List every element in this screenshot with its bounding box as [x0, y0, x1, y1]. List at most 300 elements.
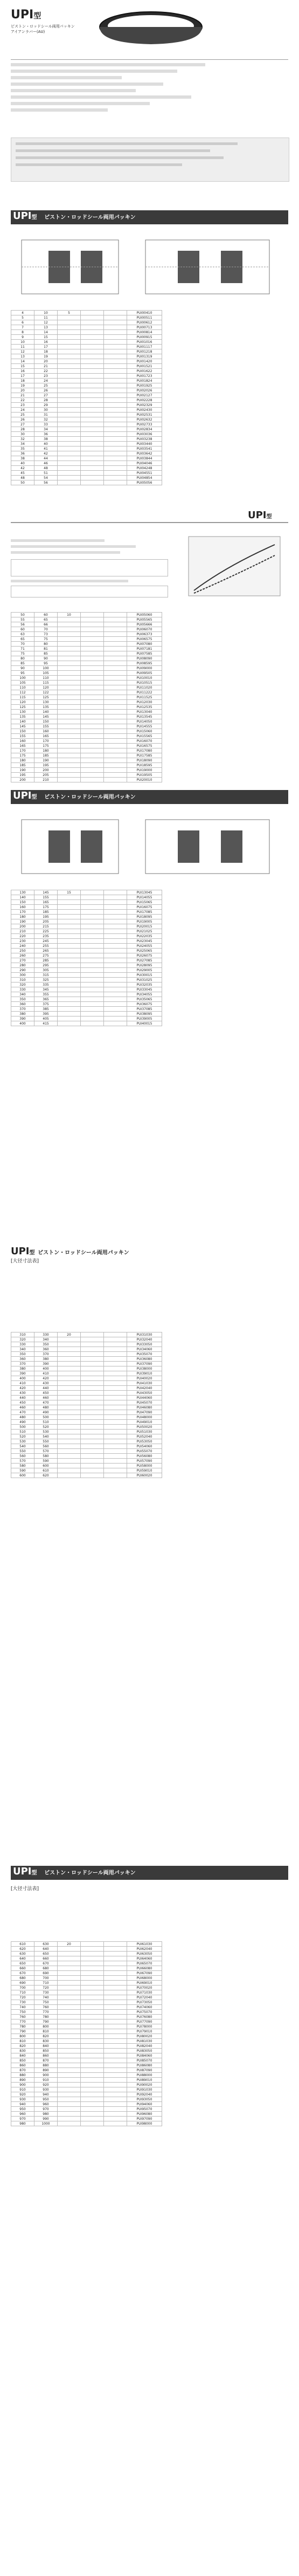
table-cell	[58, 642, 81, 647]
table-cell	[58, 2112, 81, 2117]
table-cell	[81, 910, 104, 915]
table-row	[11, 724, 162, 729]
table-cell	[58, 379, 81, 383]
table-cell: 210	[34, 778, 58, 782]
table-cell: 200	[11, 924, 34, 929]
table-cell	[104, 1990, 127, 1995]
table-cell: 140	[34, 710, 58, 715]
table-row	[11, 651, 162, 656]
table-cell: 4	[11, 311, 34, 315]
table-cell: PUI07585	[127, 651, 162, 656]
table-cell	[81, 2010, 104, 2015]
table-cell	[81, 939, 104, 944]
table-cell: 155	[34, 724, 58, 729]
table-cell: PUI56080	[127, 1454, 162, 1459]
table-cell: 23	[11, 403, 34, 408]
table-cell	[58, 949, 81, 953]
table-cell: 800	[34, 2024, 58, 2029]
table-cell: 720	[11, 1995, 34, 2000]
table-cell: PUI70020	[127, 1986, 162, 1990]
table-row	[11, 905, 162, 910]
table-cell	[58, 461, 81, 466]
table-cell: PUI17585	[127, 753, 162, 758]
table-cell	[104, 325, 127, 330]
table-cell: 630	[11, 1952, 34, 1956]
table-cell: 8	[11, 330, 34, 335]
table-cell: PUI13045	[127, 890, 162, 895]
table-cell: 180	[11, 758, 34, 763]
table-cell	[104, 1386, 127, 1391]
table-cell: 405	[34, 1016, 58, 1021]
table-cell	[81, 2121, 104, 2126]
table-cell	[58, 1449, 81, 1454]
table-cell: PUI05666	[127, 622, 162, 627]
table-cell	[81, 944, 104, 949]
table-cell: 700	[11, 1986, 34, 1990]
table-cell	[81, 398, 104, 403]
table-cell	[104, 466, 127, 471]
table-cell: PUI02531	[127, 413, 162, 417]
table-row	[11, 1952, 162, 1956]
table-cell	[81, 1966, 104, 1971]
table-cell: 930	[11, 2097, 34, 2102]
table-cell	[58, 2117, 81, 2121]
table-cell	[58, 1016, 81, 1021]
table-cell: PUI21025	[127, 929, 162, 934]
table-row	[11, 1961, 162, 1966]
table-cell: PUI15060	[127, 729, 162, 734]
table-cell: 720	[34, 1986, 58, 1990]
table-cell	[104, 666, 127, 671]
table-cell: 130	[11, 890, 34, 895]
table-row	[11, 632, 162, 637]
table-cell	[104, 939, 127, 944]
table-cell: PUI19005	[127, 919, 162, 924]
table-cell	[81, 983, 104, 987]
table-cell: PUI51030	[127, 1430, 162, 1434]
table-cell	[104, 661, 127, 666]
usage-notes	[11, 539, 167, 599]
table-row	[11, 349, 162, 354]
table-cell	[104, 1420, 127, 1425]
table-cell: PUI60020	[127, 1473, 162, 1478]
table-cell	[58, 1473, 81, 1478]
table-cell: PUI32035	[127, 983, 162, 987]
table-cell	[104, 1473, 127, 1478]
table-cell: 420	[34, 1376, 58, 1381]
table-row	[11, 671, 162, 676]
table-cell	[104, 632, 127, 637]
table-cell	[104, 1337, 127, 1342]
table-cell: 660	[11, 1966, 34, 1971]
table-cell: 115	[11, 695, 34, 700]
table-row	[11, 700, 162, 705]
table-cell	[58, 1347, 81, 1352]
table-cell: 550	[11, 1449, 34, 1454]
table-cell	[58, 661, 81, 666]
table-cell	[58, 2000, 81, 2005]
table-cell	[81, 949, 104, 953]
table-cell	[58, 2039, 81, 2044]
table-cell: PUI19000	[127, 768, 162, 773]
table-cell: PUI98000	[127, 2121, 162, 2126]
table-cell: 860	[11, 2063, 34, 2068]
table-cell: PUI02026	[127, 388, 162, 393]
table-cell: PUI03541	[127, 446, 162, 451]
table-cell: 820	[34, 2034, 58, 2039]
table-cell	[81, 364, 104, 369]
table-cell: 48	[11, 476, 34, 480]
table-row	[11, 987, 162, 992]
table-row	[11, 1473, 162, 1478]
table-cell	[104, 2034, 127, 2039]
table-row	[11, 768, 162, 773]
table-row	[11, 622, 162, 627]
table-cell: 165	[34, 734, 58, 739]
table-cell	[81, 915, 104, 919]
table-row	[11, 627, 162, 632]
table-cell: PUI01723	[127, 374, 162, 379]
table-row	[11, 734, 162, 739]
table-cell: 740	[11, 2005, 34, 2010]
table-cell	[81, 2019, 104, 2024]
table-row	[11, 456, 162, 461]
table-cell: 590	[11, 1468, 34, 1473]
table-cell	[58, 480, 81, 485]
table-cell	[81, 978, 104, 983]
table-cell: PUI08595	[127, 661, 162, 666]
table-cell: 940	[34, 2092, 58, 2097]
table-cell	[104, 915, 127, 919]
table-cell: PUI53050	[127, 1439, 162, 1444]
table-row	[11, 958, 162, 963]
table-cell: PUI26075	[127, 953, 162, 958]
table-cell	[104, 1976, 127, 1981]
table-cell	[81, 408, 104, 413]
table-row	[11, 427, 162, 432]
table-cell	[104, 949, 127, 953]
table-cell	[104, 1942, 127, 1947]
table-row	[11, 364, 162, 369]
table-cell	[104, 369, 127, 374]
table-cell: 325	[34, 978, 58, 983]
table-cell	[81, 642, 104, 647]
table-cell: 330	[34, 1332, 58, 1337]
table-cell: 24	[11, 408, 34, 413]
table-cell	[58, 1966, 81, 1971]
table-cell: 170	[11, 748, 34, 753]
table-cell	[58, 1468, 81, 1473]
table-cell	[104, 1371, 127, 1376]
table-cell	[58, 739, 81, 744]
table-cell	[81, 729, 104, 734]
table-cell: 33	[34, 422, 58, 427]
table-cell	[104, 2073, 127, 2078]
section-banner-2: UPI型	[248, 510, 272, 521]
table-cell: 50	[11, 480, 34, 485]
table-row	[11, 613, 162, 617]
table-cell: 960	[34, 2102, 58, 2107]
table-cell: PUI39010	[127, 1371, 162, 1376]
table-cell: 540	[34, 1434, 58, 1439]
table-cell	[81, 934, 104, 939]
table-row	[11, 666, 162, 671]
table-cell: 400	[11, 1376, 34, 1381]
table-cell: 85	[11, 661, 34, 666]
table-cell: 290	[11, 968, 34, 973]
table-cell: 700	[34, 1976, 58, 1981]
table-cell: 500	[11, 1425, 34, 1430]
table-row	[11, 2068, 162, 2073]
table-cell	[104, 427, 127, 432]
table-cell	[81, 748, 104, 753]
table-cell	[104, 1405, 127, 1410]
table-cell: 70	[34, 627, 58, 632]
table-cell	[58, 2019, 81, 2024]
table-cell: PUI11222	[127, 690, 162, 695]
table-cell	[104, 2102, 127, 2107]
table-cell: PUI63050	[127, 1952, 162, 1956]
table-cell	[104, 2078, 127, 2083]
table-cell: 350	[11, 997, 34, 1002]
table-cell: 26	[11, 417, 34, 422]
table-cell: 530	[34, 1430, 58, 1434]
table-cell	[58, 992, 81, 997]
table-cell	[104, 403, 127, 408]
table-cell: 340	[11, 992, 34, 997]
table-cell: 460	[11, 1405, 34, 1410]
table-row	[11, 1012, 162, 1016]
table-cell	[58, 2097, 81, 2102]
table-cell	[81, 2053, 104, 2058]
table-cell: 750	[34, 2000, 58, 2005]
table-cell: 16	[11, 369, 34, 374]
table-row	[11, 2019, 162, 2024]
table-cell: 345	[34, 987, 58, 992]
table-cell: 520	[34, 1425, 58, 1430]
table-cell: PUI72040	[127, 1995, 162, 2000]
table-cell: 122	[34, 690, 58, 695]
table-cell: 160	[11, 739, 34, 744]
table-cell: PUI81030	[127, 2039, 162, 2044]
table-row	[11, 642, 162, 647]
table-row	[11, 978, 162, 983]
table-cell: 41	[34, 446, 58, 451]
table-cell	[58, 2068, 81, 2073]
table-cell: 29	[34, 403, 58, 408]
table-cell: 38	[34, 437, 58, 442]
table-cell	[81, 2039, 104, 2044]
table-cell: 770	[11, 2019, 34, 2024]
table-cell	[104, 1381, 127, 1386]
table-row	[11, 1376, 162, 1381]
table-cell	[81, 422, 104, 427]
table-row	[11, 895, 162, 900]
section-banner-5: UPI型 ピストン・ロッドシール両用パッキン	[11, 1866, 288, 1880]
table-cell: 125	[11, 705, 34, 710]
table-cell: 165	[34, 900, 58, 905]
table-cell: 670	[11, 1971, 34, 1976]
table-cell	[81, 2112, 104, 2117]
table-row	[11, 417, 162, 422]
table-cell	[58, 1956, 81, 1961]
table-cell: 450	[34, 1391, 58, 1396]
table-cell	[81, 1430, 104, 1434]
table-cell: 135	[11, 715, 34, 719]
table-cell: PUI35070	[127, 1352, 162, 1357]
table-cell: PUI82040	[127, 2044, 162, 2049]
table-cell	[104, 315, 127, 320]
table-cell: 135	[34, 705, 58, 710]
table-cell: 60	[34, 613, 58, 617]
table-cell: 520	[11, 1434, 34, 1439]
table-cell: 100	[11, 676, 34, 681]
table-cell	[81, 690, 104, 695]
table-cell	[81, 973, 104, 978]
table-cell: PUI12535	[127, 705, 162, 710]
table-cell	[81, 413, 104, 417]
table-cell	[58, 1021, 81, 1026]
feature-box	[11, 138, 289, 182]
table-cell	[58, 1459, 81, 1464]
table-cell	[104, 671, 127, 676]
table-cell	[104, 1966, 127, 1971]
table-cell: 790	[11, 2029, 34, 2034]
table-row	[11, 763, 162, 768]
table-cell	[104, 1444, 127, 1449]
table-cell: 21	[34, 364, 58, 369]
table-cell: 205	[34, 773, 58, 778]
table-cell	[104, 700, 127, 705]
table-cell: 245	[34, 939, 58, 944]
table-cell: PUI92040	[127, 2092, 162, 2097]
table-cell: 42	[34, 451, 58, 456]
table-cell	[104, 1947, 127, 1952]
table-cell: 830	[34, 2039, 58, 2044]
table-cell: PUI95070	[127, 2107, 162, 2112]
table-cell: PUI01824	[127, 379, 162, 383]
table-cell: 560	[11, 1454, 34, 1459]
table-cell	[81, 2015, 104, 2019]
table-cell: PUI01925	[127, 383, 162, 388]
table-cell	[81, 379, 104, 383]
table-cell	[104, 1459, 127, 1464]
table-cell	[81, 1332, 104, 1337]
table-cell: 145	[11, 724, 34, 729]
table-cell	[81, 715, 104, 719]
table-cell	[58, 1362, 81, 1366]
table-cell	[104, 2029, 127, 2034]
table-cell	[104, 739, 127, 744]
table-cell	[58, 2049, 81, 2053]
table-cell	[81, 1337, 104, 1342]
table-cell	[58, 1357, 81, 1362]
table-cell	[58, 320, 81, 325]
table-cell	[104, 724, 127, 729]
table-row	[11, 1420, 162, 1425]
table-cell: PUI23045	[127, 939, 162, 944]
table-cell: PUI02430	[127, 408, 162, 413]
table-cell: PUI64060	[127, 1956, 162, 1961]
table-row	[11, 1016, 162, 1021]
table-cell	[81, 330, 104, 335]
table-cell	[58, 768, 81, 773]
table-cell: PUI94060	[127, 2102, 162, 2107]
table-cell: PUI00612	[127, 320, 162, 325]
table-cell	[104, 690, 127, 695]
table-cell: PUI76080	[127, 2015, 162, 2019]
table-cell	[81, 676, 104, 681]
table-cell: 690	[11, 1981, 34, 1986]
table-cell: PUI41030	[127, 1381, 162, 1386]
table-cell	[81, 437, 104, 442]
table-cell	[81, 671, 104, 676]
table-cell: 370	[34, 1352, 58, 1357]
table-cell: PUI38095	[127, 1012, 162, 1016]
table-cell	[81, 685, 104, 690]
table-cell	[104, 1995, 127, 2000]
table-cell	[81, 417, 104, 422]
table-cell	[104, 681, 127, 685]
table-cell	[81, 1981, 104, 1986]
table-cell: PUI37090	[127, 1362, 162, 1366]
table-cell	[81, 388, 104, 393]
table-cell: 415	[34, 1021, 58, 1026]
table-cell: 400	[11, 1021, 34, 1026]
table-row	[11, 949, 162, 953]
table-cell	[81, 2078, 104, 2083]
table-cell: 750	[11, 2010, 34, 2015]
table-cell	[81, 432, 104, 437]
table-cell	[104, 2087, 127, 2092]
table-cell: 980	[34, 2112, 58, 2117]
table-cell: 365	[34, 997, 58, 1002]
table-row	[11, 997, 162, 1002]
table-cell	[58, 413, 81, 417]
table-cell: 920	[34, 2083, 58, 2087]
table-cell	[58, 325, 81, 330]
table-cell: 66	[34, 622, 58, 627]
table-cell	[81, 1947, 104, 1952]
table-row	[11, 647, 162, 651]
table-row	[11, 929, 162, 934]
table-cell	[58, 656, 81, 661]
table-row	[11, 1449, 162, 1454]
table-cell	[58, 383, 81, 388]
table-row	[11, 656, 162, 661]
table-cell: PUI18090	[127, 758, 162, 763]
table-cell	[104, 432, 127, 437]
table-row	[11, 1981, 162, 1986]
table-cell: PUI71030	[127, 1990, 162, 1995]
table-cell	[104, 695, 127, 700]
table-cell: 20	[58, 1332, 81, 1337]
table-cell: 80	[34, 642, 58, 647]
table-row	[11, 729, 162, 734]
table-cell: 195	[34, 915, 58, 919]
table-row	[11, 1007, 162, 1012]
table-cell	[104, 715, 127, 719]
table-cell: 6	[11, 320, 34, 325]
table-cell: PUI77090	[127, 2019, 162, 2024]
table-cell: 34	[11, 442, 34, 446]
table-cell: 10	[34, 311, 58, 315]
table-cell	[81, 340, 104, 345]
table-cell	[104, 748, 127, 753]
table-cell: PUI27085	[127, 958, 162, 963]
table-cell	[58, 710, 81, 715]
table-row	[11, 480, 162, 485]
